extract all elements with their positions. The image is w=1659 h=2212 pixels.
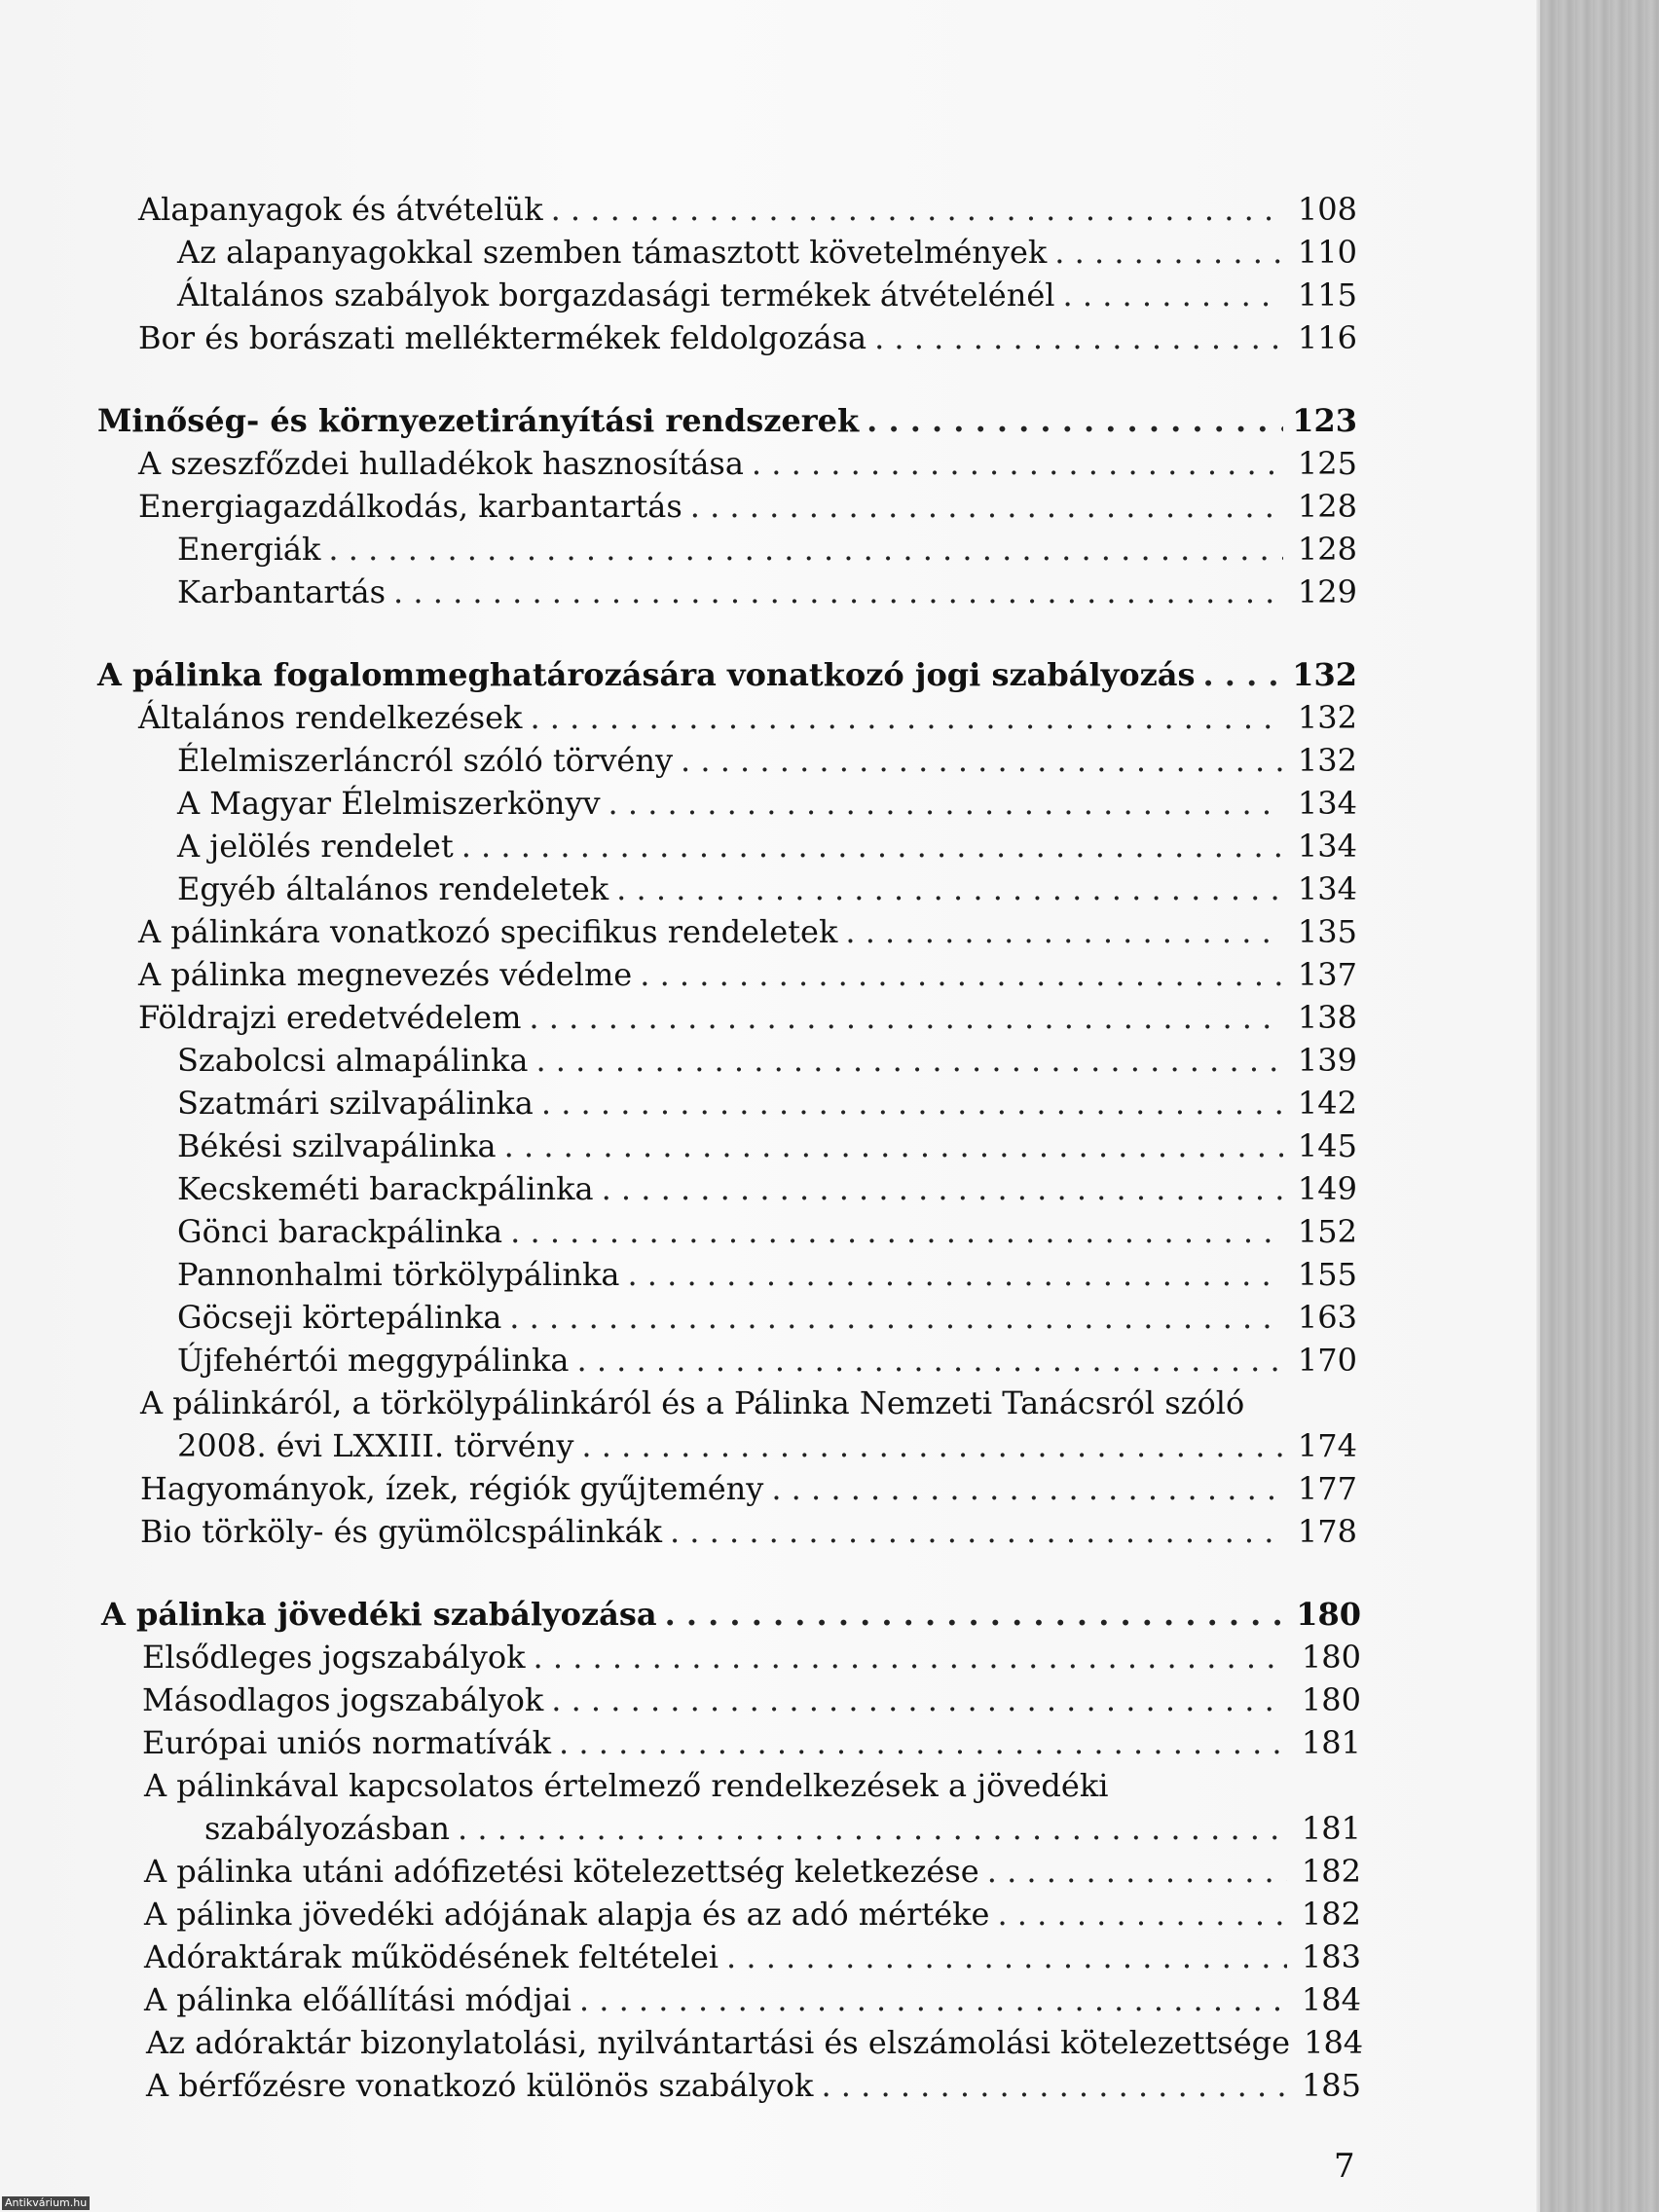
toc-entry xyxy=(177,1255,1357,1294)
toc-entry-page: 110 xyxy=(1297,234,1357,271)
toc-entry-title: A pálinka jövedéki adójának alapja és az adó mértéke xyxy=(144,1896,990,1933)
toc-entry-page: 182 xyxy=(1301,1853,1361,1890)
toc-entry xyxy=(177,1041,1357,1080)
toc-entry xyxy=(144,1980,1361,2019)
toc-entry-title: Szabolcsi almapálinka xyxy=(177,1042,529,1079)
toc-entry-page: 135 xyxy=(1297,913,1357,950)
toc-entry-title: A pálinka megnevezés védelme xyxy=(138,956,633,993)
leader-dots xyxy=(535,1041,1283,1080)
leader-dots xyxy=(627,1255,1283,1294)
toc-entry-page: 116 xyxy=(1297,319,1357,356)
toc-entry xyxy=(138,912,1357,951)
toc-entry-page: 155 xyxy=(1297,1256,1357,1293)
toc-entry-title: Minőség- és környezetirányítási rendszerek xyxy=(97,402,860,439)
toc-entry-page: 134 xyxy=(1297,785,1357,822)
leader-dots xyxy=(509,1298,1283,1337)
leader-dots xyxy=(576,1341,1283,1380)
toc-entry-page: 134 xyxy=(1297,870,1357,907)
leader-dots xyxy=(665,1595,1287,1634)
toc-entry-page: 129 xyxy=(1297,573,1357,610)
toc-entry-page: 134 xyxy=(1297,828,1357,865)
toc-entry-page: 178 xyxy=(1297,1513,1357,1550)
leader-dots xyxy=(458,1809,1287,1848)
toc-entry-page: 115 xyxy=(1297,276,1357,313)
toc-entry xyxy=(177,1341,1357,1380)
leader-dots xyxy=(997,1895,1287,1934)
leader-dots xyxy=(1054,233,1283,272)
toc-entry xyxy=(146,2066,1361,2105)
toc-entry-page: 152 xyxy=(1297,1213,1357,1250)
toc-entry-page: 180 xyxy=(1301,1681,1361,1718)
toc-entry xyxy=(177,1084,1357,1123)
leader-dots xyxy=(581,1426,1283,1465)
toc-section-heading xyxy=(97,655,1357,694)
toc-entry xyxy=(177,572,1357,611)
leader-dots xyxy=(845,912,1283,951)
toc-entry-page: 183 xyxy=(1301,1938,1361,1975)
toc-entry xyxy=(177,869,1357,908)
leader-dots xyxy=(541,1084,1283,1123)
toc-entry-title: Hagyományok, ízek, régiók gyűjtemény xyxy=(140,1470,764,1507)
toc-entry xyxy=(177,1426,1357,1465)
watermark-label: Antikvárium.hu xyxy=(2,2196,90,2210)
toc-entry-title: Európai uniós normatívák xyxy=(142,1724,552,1761)
toc-entry-page: 163 xyxy=(1297,1299,1357,1336)
toc-entry xyxy=(138,487,1357,526)
toc-entry-title: Gönci barackpálinka xyxy=(177,1213,503,1250)
toc-entry-page: 128 xyxy=(1297,488,1357,525)
toc-entry-title: Általános szabályok borgazdasági termékek átvételénél xyxy=(177,276,1055,313)
toc-entry-title: Bor és borászati melléktermékek feldolgozása xyxy=(138,319,867,356)
leader-dots xyxy=(874,318,1283,357)
toc-entry xyxy=(177,827,1357,866)
toc-entry-title: A pálinka jövedéki szabályozása xyxy=(101,1596,657,1633)
toc-entry-page: 181 xyxy=(1301,1724,1361,1761)
leader-dots xyxy=(640,955,1283,994)
toc-entry-title: Az adóraktár bizonylatolási, nyilvántartási és elszámolási kötelezettsége xyxy=(146,2024,1291,2061)
page-number: 7 xyxy=(1334,2147,1355,2186)
toc-entry-title: Bio törköly- és gyümölcspálinkák xyxy=(140,1513,662,1550)
toc-entry xyxy=(144,1852,1361,1891)
toc-entry xyxy=(144,1937,1361,1976)
leader-dots xyxy=(726,1937,1287,1976)
leader-dots xyxy=(752,444,1283,483)
toc-entry xyxy=(177,1126,1357,1165)
toc-entry xyxy=(140,1512,1357,1551)
toc-entry-title: Karbantartás xyxy=(177,573,387,610)
toc-entry xyxy=(177,784,1357,823)
toc-section-heading xyxy=(97,401,1357,440)
toc-entry-page: 180 xyxy=(1296,1596,1361,1633)
toc-entry-page: 185 xyxy=(1301,2067,1361,2104)
toc-entry-title: Az alapanyagokkal szemben támasztott követelmények xyxy=(177,234,1048,271)
leader-dots xyxy=(551,1680,1287,1719)
leader-dots xyxy=(602,1169,1283,1208)
toc-entry-title: A pálinka fogalommeghatározására vonatkozó jogi szabályozás xyxy=(97,656,1196,693)
toc-entry-page: 125 xyxy=(1297,445,1357,482)
toc-entry-title: Szatmári szilvapálinka xyxy=(177,1085,534,1122)
leader-dots xyxy=(328,530,1283,569)
toc-entry xyxy=(177,1298,1357,1337)
toc-entry-page: 170 xyxy=(1297,1342,1357,1379)
toc-entry-page: 132 xyxy=(1297,742,1357,779)
toc-entry-title: Adóraktárak működésének feltételei xyxy=(144,1938,719,1975)
toc-entry-page: 145 xyxy=(1297,1127,1357,1164)
toc-entry-page: 139 xyxy=(1297,1042,1357,1079)
leader-dots xyxy=(681,741,1283,780)
leader-dots xyxy=(616,869,1283,908)
leader-dots xyxy=(866,401,1283,440)
toc-entry-title: Másodlagos jogszabályok xyxy=(142,1681,544,1718)
toc-entry xyxy=(138,698,1357,737)
toc-entry-title: A bérfőzésre vonatkozó különös szabályok xyxy=(146,2067,814,2104)
leader-dots xyxy=(551,190,1283,229)
toc-entry-title: A pálinkára vonatkozó specifikus rendeletek xyxy=(138,913,838,950)
toc-entry-title: Göcseji körtepálinka xyxy=(177,1299,502,1336)
leader-dots xyxy=(821,2066,1287,2105)
toc-entry-title: Elsődleges jogszabályok xyxy=(142,1639,526,1676)
toc-entry-title: 2008. évi LXXIII. törvény xyxy=(177,1427,574,1464)
toc-entry-title: A Magyar Élelmiszerkönyv xyxy=(177,785,601,822)
toc-entry xyxy=(177,1169,1357,1208)
toc-entry xyxy=(177,741,1357,780)
toc-entry xyxy=(142,1680,1361,1719)
toc-entry xyxy=(138,955,1357,994)
toc-entry-page: 142 xyxy=(1297,1085,1357,1122)
toc-entry-page: 184 xyxy=(1301,1981,1361,2018)
toc-section-heading xyxy=(101,1595,1361,1634)
leader-dots xyxy=(534,1638,1287,1677)
toc-entry xyxy=(204,1809,1361,1848)
leader-dots xyxy=(608,784,1283,823)
toc-entry-page: 149 xyxy=(1297,1170,1357,1207)
toc-entry-title: Egyéb általános rendeletek xyxy=(177,870,609,907)
toc-entry-title: szabályozásban xyxy=(204,1810,451,1847)
toc-entry xyxy=(142,1638,1361,1677)
leader-dots xyxy=(461,827,1283,866)
toc-entry-title: Földrajzi eredetvédelem xyxy=(138,999,522,1036)
toc-entry xyxy=(177,530,1357,569)
leader-dots xyxy=(987,1852,1287,1891)
toc-entry-title: A pálinka előállítási módjai xyxy=(144,1981,571,2018)
toc-entry-page: 137 xyxy=(1297,956,1357,993)
toc-entry-title: Újfehértói meggypálinka xyxy=(177,1342,570,1379)
toc-entry-page: 108 xyxy=(1297,191,1357,228)
leader-dots xyxy=(690,487,1283,526)
toc-entry-title: Pannonhalmi törkölypálinka xyxy=(177,1256,620,1293)
toc-entry-title: Általános rendelkezések xyxy=(138,699,523,736)
toc-entry xyxy=(144,1895,1361,1934)
leader-dots xyxy=(579,1980,1287,2019)
leader-dots xyxy=(530,698,1283,737)
toc-entry-page: 182 xyxy=(1301,1896,1361,1933)
toc-entry-page: 180 xyxy=(1301,1639,1361,1676)
toc-entry-title-line: A pálinkáról, a törkölypálinkáról és a Pálinka Nemzeti Tanácsról szóló xyxy=(140,1384,1245,1421)
toc-entry-title: A pálinka utáni adófizetési kötelezettség keletkezése xyxy=(144,1853,979,1890)
toc-entry-page: 174 xyxy=(1297,1427,1357,1464)
toc-entry-title: A szeszfőzdei hulladékok hasznosítása xyxy=(138,445,744,482)
toc-entry-title: Alapanyagok és átvételük xyxy=(138,191,543,228)
toc-entry-page: 123 xyxy=(1292,402,1357,439)
leader-dots xyxy=(529,998,1283,1037)
toc-entry-page: 138 xyxy=(1297,999,1357,1036)
leader-dots xyxy=(1203,655,1283,694)
leader-dots xyxy=(504,1126,1283,1165)
toc-entry xyxy=(140,1469,1357,1508)
toc-entry xyxy=(138,190,1357,229)
toc-entry-page: 132 xyxy=(1297,699,1357,736)
toc-entry-title: Kecskeméti barackpálinka xyxy=(177,1170,594,1207)
toc-entry-title: A jelölés rendelet xyxy=(177,828,454,865)
toc-entry-title: Energiagazdálkodás, karbantartás xyxy=(138,488,682,525)
background-wall xyxy=(1540,0,1659,2212)
toc-entry-page: 128 xyxy=(1297,531,1357,568)
toc-entry-title: Élelmiszerláncról szóló törvény xyxy=(177,742,674,779)
leader-dots xyxy=(510,1212,1283,1251)
toc-entry xyxy=(138,444,1357,483)
toc-entry xyxy=(146,2023,1364,2062)
toc-entry-page: 132 xyxy=(1292,656,1357,693)
toc-entry xyxy=(142,1723,1361,1762)
leader-dots xyxy=(670,1512,1283,1551)
toc-entry xyxy=(177,1212,1357,1251)
toc-entry xyxy=(177,233,1357,272)
toc-entry-page: 181 xyxy=(1301,1810,1361,1847)
toc-entry xyxy=(138,318,1357,357)
toc-entry-title-line: A pálinkával kapcsolatos értelmező rendelkezések a jövedéki xyxy=(144,1767,1109,1804)
leader-dots xyxy=(393,572,1283,611)
leader-dots xyxy=(559,1723,1287,1762)
leader-dots xyxy=(1063,276,1283,314)
toc-entry-title: Energiák xyxy=(177,531,321,568)
toc-entry-page: 177 xyxy=(1297,1470,1357,1507)
toc-entry xyxy=(177,276,1357,314)
leader-dots xyxy=(771,1469,1283,1508)
toc-entry-title: Békési szilvapálinka xyxy=(177,1127,497,1164)
toc-entry-page: 184 xyxy=(1304,2024,1364,2061)
toc-entry xyxy=(138,998,1357,1037)
